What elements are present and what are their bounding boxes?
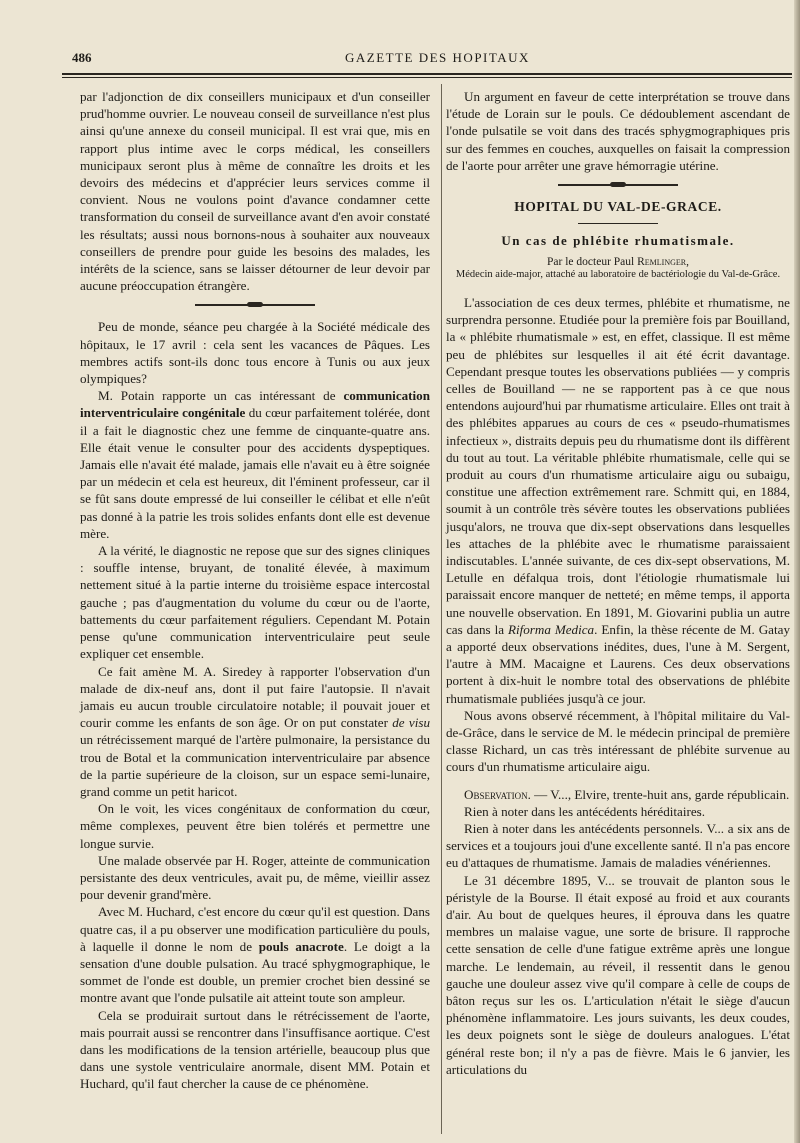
italic-term: Riforma Medica bbox=[507, 621, 595, 637]
header-rule-thin bbox=[62, 77, 792, 78]
right-column bbox=[446, 88, 790, 1078]
paragraph: Un argument en faveur de cette interprétation se trouve dans l'étude de Lorain sur le pouls. Ce dédoublement ascendant de l'onde pulsatile se voit dans des tracés sphygmographiques pris sur des femmes en couches, auxquelles on faisait la compression de l'aorte pour arrêter une grave hémorragie utérine. bbox=[446, 89, 790, 173]
observation-label: Observation. bbox=[464, 786, 531, 802]
paragraph: A la vérité, le diagnostic ne repose que sur des signes cliniques : souffle intense, bruyant, de tonalité élevée, à maximum nettement situé à la partie interne du troisième espace intercostal gauche ; pas d'augmentation du volume du cœur ou de l'aorte, battements du cœur parfaitement réguliers. Cependant M. Potain pense qu'une communication interventriculaire peut seule expliquer cet ensemble. bbox=[80, 543, 430, 662]
paragraph: Nous avons observé récemment, à l'hôpital militaire du Val-de-Grâce, dans le service de M. le médecin principal de première classe Richard, un cas très intéressant de phlébite survenue au cours d'un rhumatisme articulaire aigu. bbox=[446, 707, 790, 775]
section-separator bbox=[195, 304, 315, 306]
section-title: HOPITAL DU VAL-DE-GRACE. bbox=[514, 199, 722, 215]
observation-heading: Observation. — V..., Elvire, trente-huit ans, garde républicain. bbox=[464, 786, 790, 802]
paragraph: Le 31 décembre 1895, V... se trouvait de planton sous le péristyle de la Bourse. Il était exposé au froid et aux courants d'air. Au bout de quelques heures, il éprouva dans les quatre membres un malaise vague, une sorte de brisure. Il rapproche cette sensation de celle d'une fatigue extrême après une longue marche. Le lendemain, au réveil, il ressentit dans le genou gauche une douleur assez vive qu'il compare à celle de coups de bâton reçus sur les os. L'articulation n'était le siège d'aucun phénomène inflammatoire. Les jours suivants, les deux coudes, les deux poignets sont le siège de douleurs analogues. L'état général reste bon; il n'y a pas de fièvre. Mais le 6 janvier, les articulations du bbox=[446, 872, 790, 1077]
header-rule-thick bbox=[62, 73, 792, 75]
paragraph: M. Potain rapporte un cas intéressant de communication interventriculaire congénitale du cœur parfaitement tolérée, dont il a fait le diagnostic chez une femme de cinquante-quatre ans. Elle était venue le consulter pour des accidents dyspeptiques. Jamais elle n'avait été malade, jamais elle n'avait eu à être soignée par un médecin et cela est heureux, dit l'éminent professeur, car il se fût sans doute empressé de lui conseiller le célibat et elle n'eût pas donné à la patrie les trois solides enfants dont elle est devenue mère. bbox=[80, 388, 430, 541]
author-name: Remlinger, bbox=[637, 256, 689, 269]
article-title: Un cas de phlébite rhumatismale. bbox=[501, 233, 735, 249]
bold-term: pouls anacrote bbox=[258, 938, 344, 954]
paragraph: Rien à noter dans les antécédents personnels. V... a six ans de services et a toujours joui d'une excellente santé. Il n'a pas encore eu d'attaques de rhumatisme. Jamais de maladies vénériennes. bbox=[446, 821, 790, 871]
page-edge bbox=[794, 0, 800, 1143]
paragraph: Avec M. Huchard, c'est encore du cœur qu'il est question. Dans quatre cas, il a pu observer une modification particulière du pouls, à laquelle il donne le nom de pouls anacrote. Le doigt a la sensation d'une double pulsation. Au tracé sphygmographique, le sommet de l'onde est double, un premier crochet bien dessiné se montre avant que l'onde pulsatile ait atteint toute son ampleur. bbox=[80, 904, 431, 1006]
paragraph: On le voit, les vices congénitaux de conformation du cœur, même complexes, peuvent être bien tolérés et permettre une longue survie. bbox=[80, 801, 430, 851]
byline: Par le docteur Paul Remlinger, bbox=[547, 256, 689, 269]
paragraph: Peu de monde, séance peu chargée à la Société médicale des hôpitaux, le 17 avril : cela sent les vacances de Pâques. Les membres actifs sont-ils donc tous encore à Tunis ou aux jeux olympiques? bbox=[80, 319, 430, 387]
section-separator bbox=[558, 184, 678, 186]
affiliation: Médecin aide-major, attaché au laboratoire de bactériologie du Val-de-Grâce. bbox=[455, 269, 781, 281]
paragraph: Cela se produirait surtout dans le rétrécissement de l'aorte, mais pourrait aussi se rencontrer dans l'insuffisance aortique. C'est dans les modifications de la tension artérielle, beaucoup plus que dans une systole ventriculaire anormale, disent MM. Potain et Huchard, qu'il faut chercher la cause de ce phénomène. bbox=[80, 1007, 430, 1092]
page-number: 486 bbox=[72, 50, 92, 65]
paragraph: Une malade observée par H. Roger, atteinte de communication persistante des deux ventricules, avait pu, de même, vieillir assez pour devenir grand'mère. bbox=[80, 852, 430, 903]
italic-term: de visu bbox=[392, 715, 430, 731]
paragraph: par l'adjonction de dix conseillers municipaux et d'un conseiller prud'homme ouvrier. Le nouveau conseil de surveillance n'est plus ainsi qu'une annexe du conseil municipal. Il est vrai que, mis en rapport plus intime avec le corps médical, les conseillers municipaux seront plus à même de connaître les droits et les devoirs des médecins et d'apprécier leurs services comme il convient. Nous ne voulons point d'avance condamner cette transformation du conseil de surveillance avant d'en avoir constaté les résultats; aussi nous bornons-nous à souhaiter aux nouveaux conseillers de prendre pour guide les besoins des malades, les intérêts de la science, sans se laisser détourner de leur devoir par aucune préoccupation étrangère. bbox=[80, 89, 430, 294]
left-column bbox=[80, 88, 430, 1093]
journal-title: GAZETTE DES HOPITAUX bbox=[345, 50, 530, 65]
title-rule bbox=[578, 223, 658, 224]
paragraph: L'association de ces deux termes, phlébite et rhumatisme, ne surprendra personne. Etudiée pour la première fois par Bouilland, la « phlébite rhumatismale » est, en effet, classique. Il est même peu de phlébites sur lesquelles il ait été écrit davantage. Cependant presque toutes les observations publiées — y compris celles de Bouilland — ne se rapportent pas à ce que nous entendons aujourd'hui par rhumatisme articulaire. Elles ont trait à des phlébites apparues au cours de ces « pseudo-rhumatismes infectieux », distraits depuis peu du rhumatisme dont ils diffèrent du tout au tout. La véritable phlébite rhumatismale, celle qui se produit au cours d'un rhumatisme articulaire aigu ou subaigu, constitue une affection extrêmement rare. Schmitt qui, en 1884, soumit à un contrôle très sévère toutes les observations publiées jusqu'alors, ne trouva que dix-sept observations dans lesquelles les attaches de la phlébite avec le rhumatisme paraissaient indiscutables. L'année suivante, de ces dix-sept observations, M. Letulle en défalqua trois, dont l'étiologie rhumatismale lui paraissait encore manquer de netteté; en même temps, il apporta une nouvelle observation. En 1891, M. Giovarini publia un autre cas dans la Riforma Medica. Enfin, la thèse récente de M. Gatay a apporté deux observations inédites, dues, l'une à M. Sergent, l'autre à MM. Macaigne et Laurens. Ces deux observations portent à dix-huit le nombre total des observations de phlébite rhumatismale publiées jusqu'à ce jour. bbox=[446, 294, 790, 706]
running-header bbox=[60, 44, 795, 68]
bold-term: communication interventriculaire congénitale bbox=[80, 388, 430, 421]
paragraph: Ce fait amène M. A. Siredey à rapporter l'observation d'un malade de dix-neuf ans, dont il put faire l'autopsie. Il n'avait jamais eu aucun trouble circulatoire notable; il pouvait jouer et courir comme les enfants de son âge. Or on put constater de visu un rétrécissement marqué de l'artère pulmonaire, la persistance du trou de Botal et la communication interventriculaire par absence de la partie supérieure de la cloison, sur un espace semi-lunaire, grand comme un petit haricot. bbox=[80, 663, 430, 799]
column-divider bbox=[441, 84, 442, 1134]
paragraph: Rien à noter dans les antécédents héréditaires. bbox=[464, 803, 706, 819]
